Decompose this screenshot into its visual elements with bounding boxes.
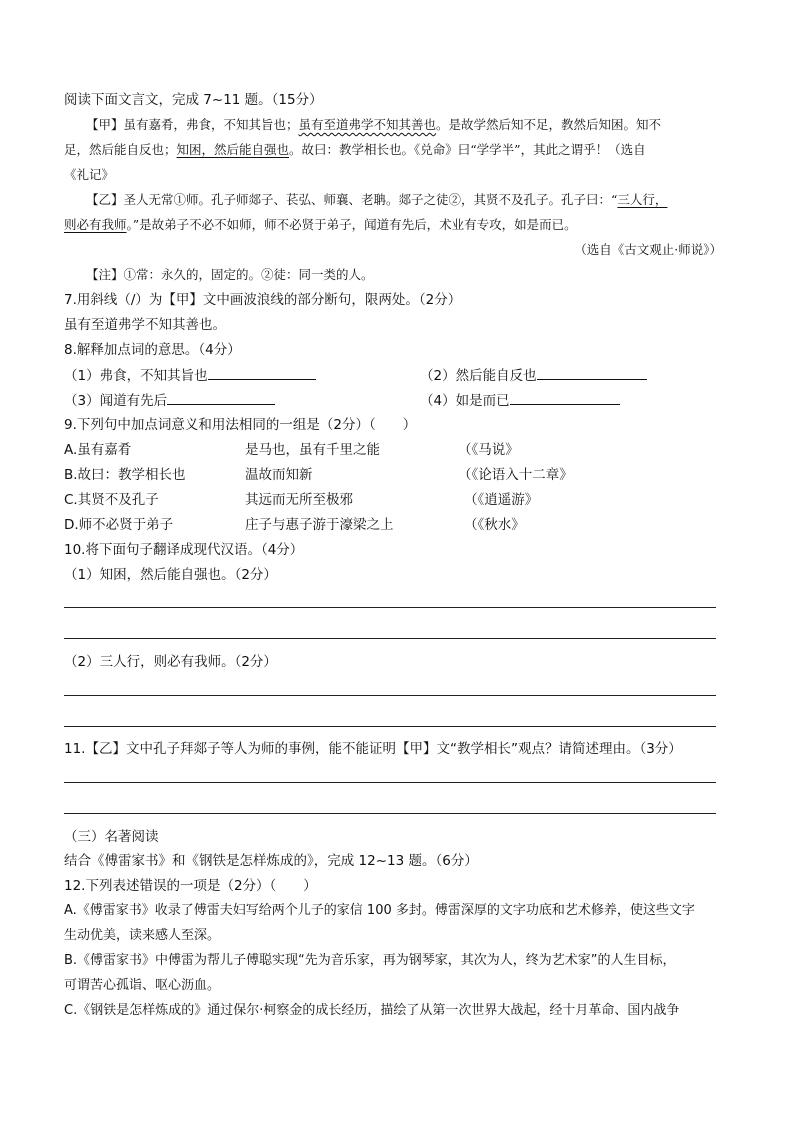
q8-item-1 (64, 366, 316, 385)
answer-blank[interactable] (537, 366, 647, 380)
question-8: 8.解释加点词的意思。（4分） (64, 342, 241, 358)
q12-option-b-line-1[interactable]: B.《傅雷家书》中傅雷为帮儿子傅聪实现“先为音乐家，再为钢琴家，其次为人，终为艺术家”的人生目标， (64, 953, 676, 968)
q9-option-a[interactable]: A.虽有嘉肴 (64, 442, 132, 458)
question-12: 12.下列表述错误的一项是（2分）（ ） (64, 878, 317, 894)
answer-line[interactable] (64, 695, 716, 696)
q9-option-c-source: （《逍遥游》 (464, 492, 539, 508)
q8-item-2 (420, 366, 647, 385)
underlined-sentence: 知困，然后能自强也 (176, 142, 290, 157)
q12-option-b-line-2: 可谓苦心孤诣、呕心沥血。 (64, 978, 221, 993)
q9-option-b-source: （《论语入十二章》 (458, 467, 573, 483)
q8-item-4 (420, 391, 620, 410)
q9-option-d-source: （《秋水》 (464, 517, 525, 533)
q9-option-c-compare: 其远而无所至极邪 (245, 492, 353, 508)
passage-yi-text: 。”是故弟子不必不如师，师不必贤于弟子，闻道有先后，术业有专攻，如是而已。 (126, 217, 577, 232)
answer-blank[interactable] (208, 366, 316, 380)
passage-yi-text: 【乙】圣人无常①师。孔子师郯子、苌弘、师襄、老聃。郯子之徒②，其贤不及孔子。孔子曰：“ (86, 192, 618, 207)
passage-jia-text: 。是故学然后知不足，教然后知困。知不 (436, 117, 662, 132)
answer-line[interactable] (64, 782, 716, 783)
q8-item-label: （3）闻道有先后 (64, 393, 168, 409)
section-intro: 结合《傅雷家书》和《钢铁是怎样炼成的》，完成 12~13 题。（6分） (64, 853, 478, 869)
q8-item-label: （4）如是而已 (420, 393, 510, 409)
q12-option-a-line-2: 生动优美，读来感人至深。 (64, 928, 221, 943)
passage-jia-line-3: 《礼记》 (64, 167, 115, 182)
wavy-underlined-sentence: 虽有至道弗学不知其善也 (298, 117, 437, 132)
q9-option-d-compare: 庄子与惠子游于濠梁之上 (245, 517, 394, 533)
passage-yi-line-1 (86, 191, 667, 209)
question-7-sentence: 虽有至道弗学不知其善也。 (64, 317, 226, 333)
annotation-note: 【注】①常：永久的，固定的。②徒：同一类的人。 (86, 267, 374, 282)
question-7: 7.用斜线（/）为【甲】文中画波浪线的部分断句，限两处。（2分） (64, 292, 462, 308)
passage-jia-line-2 (64, 141, 646, 159)
passage-jia-line-1 (86, 116, 661, 134)
answer-blank[interactable] (510, 391, 620, 405)
q9-option-c[interactable]: C.其贤不及孔子 (64, 492, 159, 508)
answer-line[interactable] (64, 638, 716, 639)
q9-option-a-compare: 是马也，虽有千里之能 (245, 442, 380, 458)
passage-jia-text: 【甲】虽有嘉肴，弗食，不知其旨也； (86, 117, 299, 132)
q12-option-c-line-1[interactable]: C.《钢铁是怎样炼成的》通过保尔·柯察金的成长经历，描绘了从第一次世界大战起，经十月革命、国内战争 (64, 1003, 680, 1018)
question-10-sub-1: （1）知困，然后能自强也。（2分） (64, 567, 277, 583)
q9-option-d[interactable]: D.师不必贤于弟子 (64, 517, 174, 533)
q9-option-b[interactable]: B.故曰：教学相长也 (64, 467, 186, 483)
answer-line[interactable] (64, 607, 716, 608)
passage-jia-text: 。故曰：教学相长也。《兑命》曰“学学半”，其此之谓乎！（选自 (289, 142, 646, 157)
q9-option-a-source: （《马说》 (458, 442, 519, 458)
q12-option-a-line-1[interactable]: A.《傅雷家书》收录了傅雷夫妇写给两个儿子的家信 100 多封。傅雷深厚的文字功底和艺术修养，使这些文字 (64, 903, 695, 918)
section-heading: （三）名著阅读 (64, 829, 159, 845)
q8-item-3 (64, 391, 275, 410)
question-10-sub-2: （2）三人行，则必有我师。（2分） (64, 654, 277, 670)
q8-item-label: （1）弗食，不知其旨也 (64, 368, 208, 384)
passage-yi-line-2 (64, 216, 577, 234)
q9-option-b-compare: 温故而知新 (245, 467, 313, 483)
question-9: 9.下列句中加点词意义和用法相同的一组是（2分）（ ） (64, 417, 417, 433)
passage-source: （选自《古文观止·师说》） (574, 242, 722, 257)
underlined-sentence: 则必有我师 (64, 217, 127, 232)
answer-line[interactable] (64, 726, 716, 727)
passage-jia-text: 足，然后能自反也； (64, 142, 177, 157)
question-10: 10.将下面句子翻译成现代汉语。（4分） (64, 542, 304, 558)
question-11: 11.【乙】文中孔子拜郯子等人为师的事例，能不能证明【甲】文“教学相长”观点？请简述理由。（3分） (64, 741, 682, 757)
reading-intro: 阅读下面文言文，完成 7~11 题。（15分） (64, 92, 323, 108)
q8-item-label: （2）然后能自反也 (420, 368, 537, 384)
answer-blank[interactable] (167, 391, 275, 405)
answer-line[interactable] (64, 813, 716, 814)
underlined-sentence: 三人行， (617, 192, 668, 207)
